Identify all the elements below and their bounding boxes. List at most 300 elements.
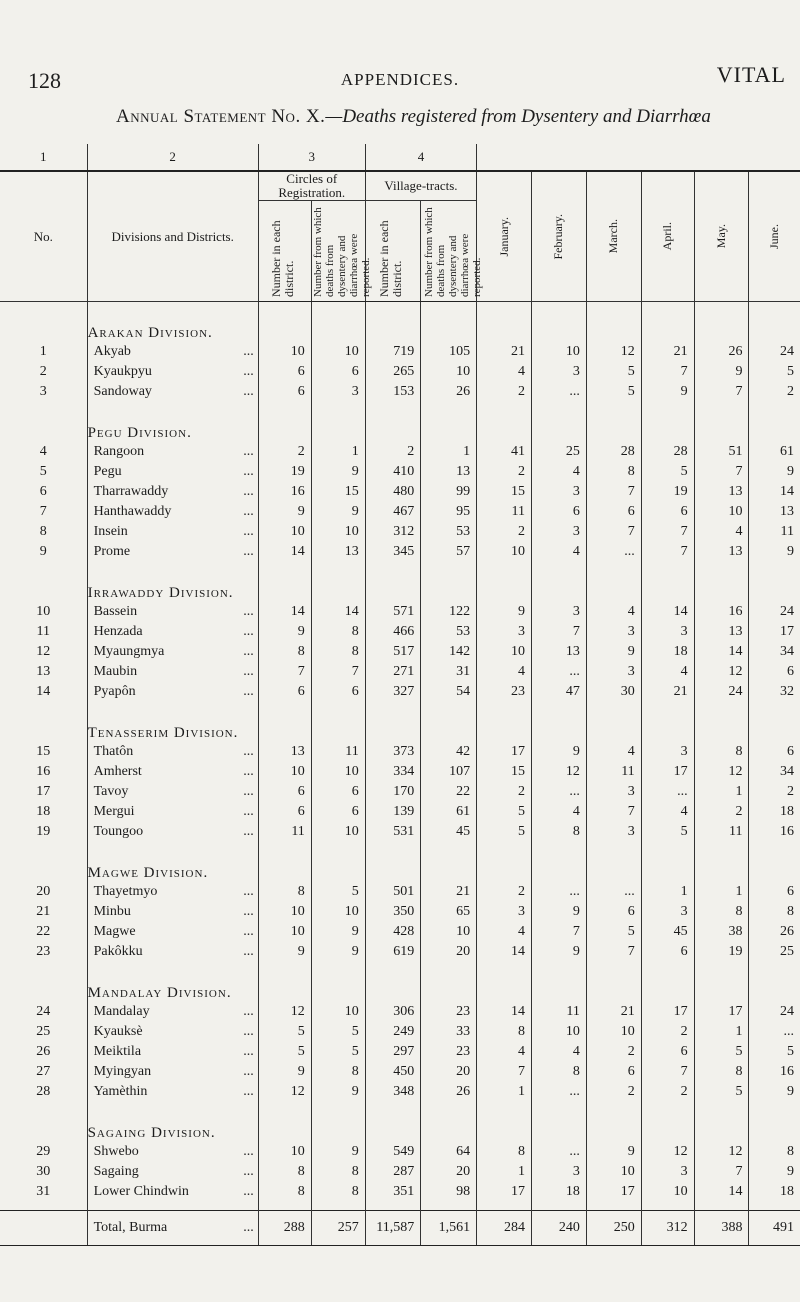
row-number: 20 [0,882,87,902]
value-cell: 34 [780,764,794,779]
value-cell: 26 [694,342,749,362]
value-cell: 31 [421,662,477,682]
value-cell: 13 [780,504,794,519]
value-cell: 28 [586,442,641,462]
value-cell: 14 [311,602,365,622]
division-spacer [532,562,587,602]
row-number: 2 [0,362,87,382]
value-cell: 10 [311,522,365,542]
row-number: 31 [0,1182,87,1202]
table-row [0,382,800,402]
district-cell [87,362,258,382]
district-cell [87,502,258,522]
header-apr [641,171,694,302]
district-cell [87,922,258,942]
value-cell: 24 [780,344,794,359]
spacer-row [0,1202,800,1211]
division-spacer-no [0,302,87,343]
district-name: Tavoy [93,784,129,799]
district-cell [87,1042,258,1062]
value-cell: 1 [694,1022,749,1042]
value-cell: 6 [258,382,311,402]
table-row [0,1162,800,1182]
total-label: Total, Burma [93,1220,168,1235]
header-mar-label: March. [606,219,621,254]
value-cell: 11 [311,742,365,762]
district-cell [87,1022,258,1042]
value-cell: 18 [641,642,694,662]
value-cell: 5 [586,362,641,382]
value-cell: 4 [477,1042,532,1062]
division-spacer-no [0,1102,87,1142]
value-cell: 12 [694,762,749,782]
column-number-row [0,144,800,171]
value-cell: 122 [421,602,477,622]
value-cell: 105 [421,342,477,362]
leader-dots: ... [243,804,254,819]
value-cell: 8 [311,1162,365,1182]
value-cell: 61 [421,802,477,822]
division-spacer [749,302,800,343]
district-name: Rangoon [93,444,145,459]
value-cell: 8 [258,882,311,902]
value-cell: 4 [641,662,694,682]
value-cell: 41 [477,442,532,462]
value-cell: 1 [311,442,365,462]
division-spacer [749,402,800,442]
header-circles: Circles of Registration. [258,171,365,201]
value-cell: 8 [694,1062,749,1082]
leader-dots: ... [243,644,254,659]
division-spacer [641,562,694,602]
value-cell: 2 [586,1042,641,1062]
row-number: 3 [0,382,87,402]
value-cell: 9 [694,362,749,382]
row-number: 13 [0,662,87,682]
leader-dots: ... [243,344,254,359]
value-cell: 467 [365,502,421,522]
value-cell: 12 [258,1082,311,1102]
district-name: Thayetmyo [93,884,158,899]
leader-dots: ... [243,664,254,679]
value-cell: 14 [477,942,532,962]
division-spacer [694,962,749,1002]
value-cell: 153 [365,382,421,402]
value-cell: 13 [311,542,365,562]
value-cell: 9 [787,1084,794,1099]
table-row [0,742,800,762]
value-cell: 7 [258,662,311,682]
value-cell: 14 [694,642,749,662]
value-cell: 10 [477,542,532,562]
value-cell: 170 [365,782,421,802]
division-spacer [586,962,641,1002]
row-number: 6 [0,482,87,502]
leader-dots: ... [243,1164,254,1179]
row-number: 28 [0,1082,87,1102]
division-spacer [749,1102,800,1142]
header-jan [477,171,532,302]
value-cell: 2 [477,382,532,402]
division-spacer [258,1102,311,1142]
table-row [0,502,800,522]
leader-dots: ... [243,1044,254,1059]
value-cell: 9 [258,502,311,522]
spacer-cell [749,1202,800,1211]
colnum-5 [477,144,800,171]
district-cell [87,1142,258,1162]
division-spacer [365,302,421,343]
header-jan-label: January. [496,216,511,257]
leader-dots: ... [243,1144,254,1159]
header-vill-number-label: Number in each district. [377,220,405,297]
district-cell [87,1082,258,1102]
value-cell: 8 [477,1142,532,1162]
division-heading-row [0,842,800,882]
leader-dots: ... [243,544,254,559]
value-cell: 1 [694,782,749,802]
value-cell: 6 [787,884,794,899]
table-row [0,902,800,922]
value-cell: 10 [311,342,365,362]
value-cell: 3 [532,362,587,382]
value-cell: 23 [477,682,532,702]
division-heading-row [0,302,800,343]
value-cell: 6 [787,744,794,759]
division-spacer [749,702,800,742]
district-name: Akyab [93,344,131,359]
division-spacer [421,962,477,1002]
division-heading-row [0,1102,800,1142]
value-cell: 8 [477,1022,532,1042]
value-cell: 5 [477,802,532,822]
leader-dots: ... [243,1024,254,1039]
value-cell: 13 [694,542,749,562]
value-cell: 28 [641,442,694,462]
spacer-cell [694,1202,749,1211]
division-spacer [258,702,311,742]
total-row [0,1211,800,1246]
district-cell [87,1182,258,1202]
district-name: Tharrawaddy [93,484,169,499]
district-cell [87,482,258,502]
district-cell [87,1062,258,1082]
row-number: 14 [0,682,87,702]
value-cell: 30 [586,682,641,702]
value-cell: 15 [477,482,532,502]
division-spacer [258,562,311,602]
division-spacer [586,1102,641,1142]
total-value-cell: 11,587 [365,1211,421,1246]
table-row [0,662,800,682]
division-spacer [311,562,365,602]
district-cell [87,542,258,562]
value-cell: 6 [311,782,365,802]
value-cell: 3 [586,782,641,802]
header-mar [586,171,641,302]
table-row [0,1042,800,1062]
district-cell [87,522,258,542]
division-heading-row [0,962,800,1002]
value-cell: 23 [421,1002,477,1022]
table-row [0,462,800,482]
district-cell [87,782,258,802]
value-cell: 2 [477,882,532,902]
value-cell: ... [532,1142,587,1162]
value-cell: 45 [421,822,477,842]
division-spacer [749,562,800,602]
value-cell: 18 [532,1182,587,1202]
division-spacer [421,302,477,343]
district-cell [87,382,258,402]
district-cell [87,882,258,902]
district-name: Prome [93,544,131,559]
division-spacer [258,402,311,442]
division-spacer-no [0,402,87,442]
value-cell: 11 [694,822,749,842]
value-cell: 9 [532,942,587,962]
header-circ-number-label: Number in each district. [268,220,296,297]
value-cell: 7 [694,382,749,402]
division-spacer [694,702,749,742]
value-cell: 15 [477,762,532,782]
division-spacer [532,1102,587,1142]
division-spacer [694,1102,749,1142]
value-cell: 10 [258,902,311,922]
value-cell: 6 [311,802,365,822]
division-spacer [421,1102,477,1142]
leader-dots: ... [243,384,254,399]
value-cell: 7 [641,522,694,542]
value-cell: 7 [586,802,641,822]
leader-dots: ... [243,604,254,619]
division-heading-row [0,702,800,742]
table-row [0,782,800,802]
division-spacer [694,842,749,882]
value-cell: 9 [311,1082,365,1102]
value-cell: 9 [258,1062,311,1082]
division-spacer [365,1102,421,1142]
value-cell: 61 [780,444,794,459]
spacer-cell [0,1202,87,1211]
leader-dots: ... [243,764,254,779]
value-cell: 6 [311,682,365,702]
value-cell: 6 [586,502,641,522]
header-circ-reported-label: Number from which deaths from dysentery and diarrhœa were reported. [312,207,373,297]
value-cell: 345 [365,542,421,562]
value-cell: 3 [532,522,587,542]
value-cell: 8 [694,902,749,922]
value-cell: 10 [532,342,587,362]
value-cell: 8 [311,622,365,642]
table-row [0,1062,800,1082]
district-name: Mergui [93,804,135,819]
value-cell: 25 [532,442,587,462]
value-cell: ... [532,782,587,802]
value-cell: 21 [641,682,694,702]
division-name: Magwe Division. [87,842,258,882]
value-cell: 8 [311,1062,365,1082]
value-cell: 16 [258,482,311,502]
division-spacer [477,962,532,1002]
value-cell: 16 [694,602,749,622]
value-cell: ... [586,542,641,562]
value-cell: 7 [641,1062,694,1082]
value-cell: 3 [641,902,694,922]
district-name: Hanthawaddy [93,504,172,519]
value-cell: 107 [421,762,477,782]
header-vill-number [365,201,421,302]
table-row [0,822,800,842]
division-name: Mandalay Division. [87,962,258,1002]
division-spacer [258,302,311,343]
value-cell: 24 [780,1004,794,1019]
division-name: Irrawaddy Division. [87,562,258,602]
value-cell: 65 [421,902,477,922]
district-cell [87,942,258,962]
division-spacer [641,962,694,1002]
value-cell: 334 [365,762,421,782]
row-number: 24 [0,1002,87,1022]
table-row [0,762,800,782]
division-name: Arakan Division. [87,302,258,343]
value-cell: 13 [421,462,477,482]
value-cell: 549 [365,1142,421,1162]
title-suffix: —Deaths registered from Dysentery and Diarrhœa [325,106,711,127]
leader-dots: ... [243,1004,254,1019]
value-cell: 4 [532,1042,587,1062]
value-cell: 287 [365,1162,421,1182]
value-cell: 14 [477,1002,532,1022]
value-cell: 6 [258,782,311,802]
value-cell: 51 [694,442,749,462]
leader-dots: ... [243,884,254,899]
district-cell [87,342,258,362]
value-cell: 2 [477,782,532,802]
value-cell: 1 [641,882,694,902]
division-spacer [586,842,641,882]
value-cell: 10 [641,1182,694,1202]
value-cell: 7 [586,942,641,962]
table-title [116,106,711,128]
district-name: Amherst [93,764,142,779]
value-cell: 6 [258,362,311,382]
header-feb-label: February. [551,213,566,260]
value-cell: 11 [532,1002,587,1022]
value-cell: 7 [694,1162,749,1182]
table-row [0,642,800,662]
district-cell [87,742,258,762]
district-name: Thatôn [93,744,134,759]
spacer-cell [586,1202,641,1211]
row-number: 27 [0,1062,87,1082]
division-spacer [532,842,587,882]
division-spacer [365,402,421,442]
value-cell: 13 [258,742,311,762]
table-row [0,802,800,822]
district-name: Myingyan [93,1064,152,1079]
value-cell: 22 [421,782,477,802]
value-cell: 10 [532,1022,587,1042]
value-cell: 5 [258,1022,311,1042]
spacer-cell [532,1202,587,1211]
value-cell: 38 [694,922,749,942]
division-spacer [586,702,641,742]
row-number: 16 [0,762,87,782]
division-spacer-no [0,962,87,1002]
table-row [0,522,800,542]
colnum-1: 1 [0,144,87,171]
value-cell: 20 [421,942,477,962]
leader-dots: ... [243,464,254,479]
value-cell: 348 [365,1082,421,1102]
value-cell: 10 [258,922,311,942]
value-cell: 8 [258,1162,311,1182]
colnum-3: 3 [258,144,365,171]
leader-dots: ... [243,624,254,639]
value-cell: 9 [311,922,365,942]
value-cell: 47 [532,682,587,702]
row-number: 25 [0,1022,87,1042]
leader-dots: ... [243,484,254,499]
row-number: 23 [0,942,87,962]
leader-dots: ... [243,684,254,699]
row-number: 1 [0,342,87,362]
value-cell: 98 [421,1182,477,1202]
header-village: Village-tracts. [365,171,476,201]
district-name: Maubin [93,664,138,679]
value-cell: 7 [532,622,587,642]
table-row [0,1142,800,1162]
value-cell: 10 [477,642,532,662]
value-cell: 24 [694,682,749,702]
table-row [0,342,800,362]
value-cell: 14 [258,602,311,622]
value-cell: 4 [477,922,532,942]
leader-dots: ... [243,944,254,959]
value-cell: 16 [780,1064,794,1079]
value-cell: 9 [787,544,794,559]
value-cell: 719 [365,342,421,362]
row-number: 29 [0,1142,87,1162]
value-cell: 5 [258,1042,311,1062]
value-cell: 24 [780,604,794,619]
value-cell: 7 [641,362,694,382]
leader-dots: ... [243,444,254,459]
value-cell: 17 [780,624,794,639]
value-cell: 8 [532,1062,587,1082]
value-cell: 6 [641,502,694,522]
spacer-cell [421,1202,477,1211]
division-spacer [694,562,749,602]
value-cell: 19 [694,942,749,962]
district-cell [87,822,258,842]
value-cell: 3 [641,622,694,642]
value-cell: 17 [694,1002,749,1022]
value-cell: 8 [258,1182,311,1202]
value-cell: 531 [365,822,421,842]
table-row [0,442,800,462]
value-cell: 12 [694,662,749,682]
value-cell: 5 [311,1022,365,1042]
value-cell: 312 [365,522,421,542]
district-name: Bassein [93,604,138,619]
value-cell: 373 [365,742,421,762]
district-name: Shwebo [93,1144,139,1159]
district-name: Minbu [93,904,131,919]
colnum-4: 4 [365,144,476,171]
value-cell: 14 [780,484,794,499]
